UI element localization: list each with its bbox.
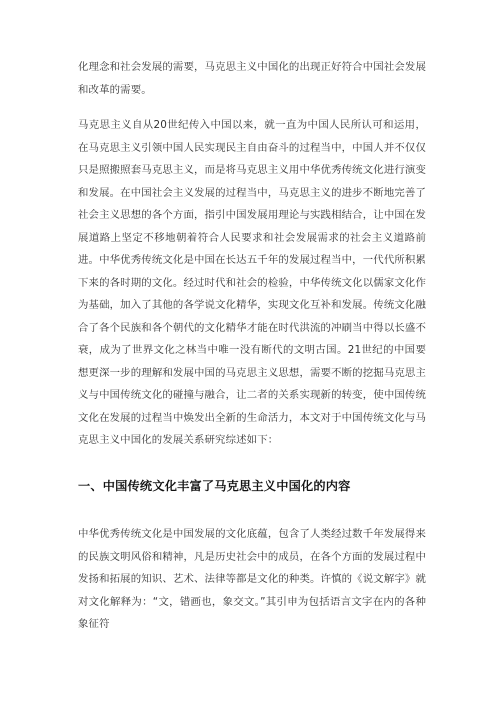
paragraph-section — [78, 523, 426, 636]
paragraph-main — [78, 114, 426, 452]
section-heading: 一、中国传统文化丰富了马克思主义中国化的内容 — [78, 479, 351, 493]
paragraph-intro-text: 化理念和社会发展的需要，马克思主义中国化的出现正好符合中国社会发展和改革的需要。 — [78, 61, 426, 96]
paragraph-main-text: 马克思主义自从20世纪传入中国以来，就一直为中国人民所认可和运用，在马克思主义引领中国人民实现民主自由奋斗的过程当中，中国人并不仅仅只是照搬照套马克思主义，而是将马克思主义用中华优秀传统文化进行演变和发展。在中国社会主义发展的过程当中，马克思主义的进步不断地完善了社会主义思想的各个方面，指引中国发展用理论与实践相结合，让中国在发展道路上坚定不移地朝着符合人民要求和社会发展需求的社会主义道路前进。中华优秀传统文化是中国在长达五千年的发展过程当中，一代代所积累下来的各时期的文化。经过时代和社会的检验，中华传统文化以儒家文化作为基础，加入了其他的各学说文化精华，实现文化互补和发展。传统文化融合了各个民族和各个朝代的文化精华才能在时代洪流的冲刷当中得以长盛不衰，成为了世界文化之林当中唯一没有断代的文明古国。21世纪的中国要想更深一步的理解和发展中国的马克思主义思想，需要不断的挖掘马克思主义与中国传统文化的碰撞与融合，让二者的关系实现新的转变，使中国传统文化在发展的过程当中焕发出全新的生命活力，本文对于中国传统文化与马克思主义中国化的发展关系研究综述如下： — [78, 119, 426, 446]
paragraph-intro — [78, 56, 426, 101]
paragraph-section-text: 中华优秀传统文化是中国发展的文化底蕴，包含了人类经过数千年发展得来的民族文明风俗和精神，凡是历史社会中的成员，在各个方面的发展过程中发扬和拓展的知识、艺术、法律等都是文化的种类。许慎的《说文解字》就对文化解释为：“文，错画也，象交文。”其引申为包括语言文字在内的各种象征符 — [78, 528, 426, 630]
